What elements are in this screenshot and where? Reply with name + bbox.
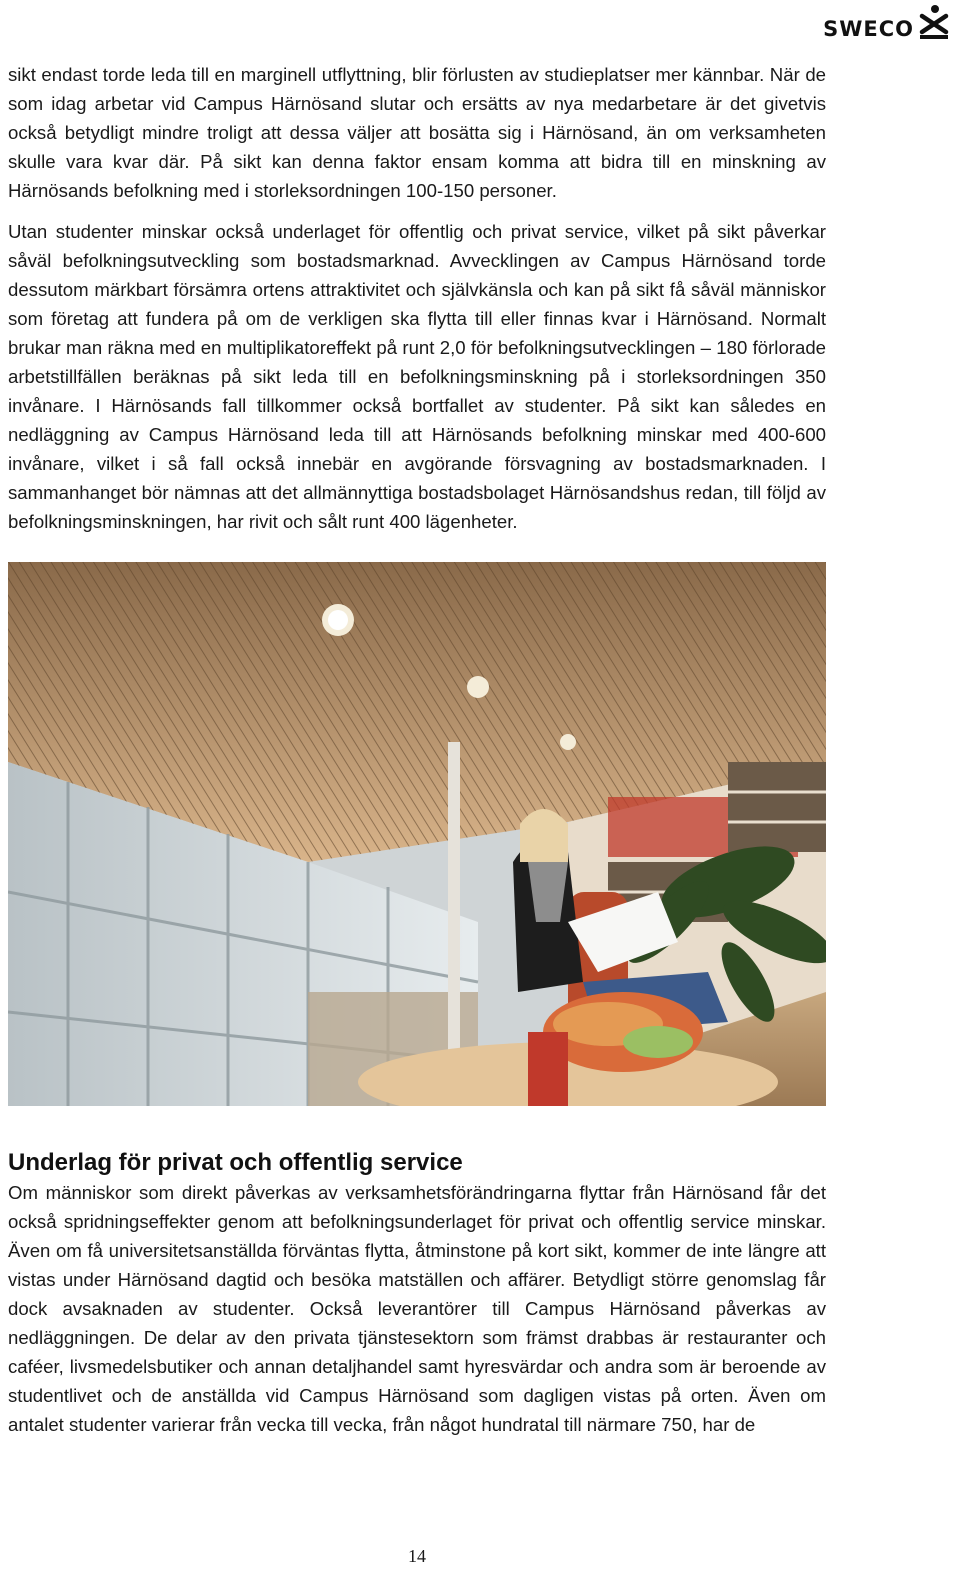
section-body-paragraph: Om människor som direkt påverkas av verksamhetsförändringarna flyttar från Härnösand får det också spridningseffekter genom att befolkningsunderlaget för privat och offentlig service minskar. Även om få universitetsanställda förväntas flytta, åtminstone på kort sikt, kommer de inte längre att vistas under Härnösand dagtid och besöka matställen och affärer. Betydligt större genomslag får dock avsaknaden av studenter. Också leverantörer till Campus Härnösand påverkas av nedläggningen. De delar av den privata tjänstesektorn som främst drabbas är restauranter och caféer, livsmedelsbutiker och annan detaljhandel samt hyresvärdar och andra som är beroende av studentlivet och de anställda vid Campus Härnösand som dagligen vistas på orten. Även om antalet studenter varierar från vecka till vecka, från något hundratal till närmare 750, har de xyxy=(8,1182,826,1435)
section-heading: Underlag för privat och offentlig service xyxy=(8,1149,463,1176)
campus-library-photo xyxy=(8,562,826,1106)
sweco-logo xyxy=(823,4,950,40)
sweco-emblem-icon xyxy=(918,4,950,40)
body-paragraph: Utan studenter minskar också underlaget för offentlig och privat service, vilket på sikt påverkar såväl befolkningsutveckling som bostadsmarknad. Avvecklingen av Campus Härnösand torde dessutom märkbart försämra ortens attraktivitet och självkänsla och kan på sikt få såväl människor som företag att fundera på om de verkligen ska flytta till eller finnas kvar i Härnösand. Normalt brukar man räkna med en multiplikatoreffekt på runt 2,0 för befolkningsutvecklingen – 180 förlorade arbetstillfällen beräknas på sikt leda till en befolkningsminskning på i storleksordningen 350 invånare. I Härnösands fall tillkommer också bortfallet av studenter. På sikt kan således en nedläggning av Campus Härnösand leda till att Härnösands befolkning minskar med 400-600 invånare, vilket i så fall också innebär en avgörande försvagning av bostadsmarknaden. I sammanhanget bör nämnas att det allmännyttiga bostadsbolaget Härnösandshus redan, till följd av befolkningsminskningen, har rivit och sålt runt 400 lägenheter. xyxy=(8,221,826,532)
body-paragraph: sikt endast torde leda till en marginell utflyttning, blir förlusten av studieplatser mer kännbar. När de som idag arbetar vid Campus Härnösand slutar och ersätts av nya medarbetare är det givetvis också betydligt mindre troligt att dessa väljer att bosätta sig i Härnösand, än om verksamheten skulle vara kvar där. På sikt kan denna faktor ensam komma att bidra till en minskning av Härnösands befolkning med i storleksordningen 100-150 personer. xyxy=(8,64,826,201)
logo-text: SWECO xyxy=(823,17,914,41)
page-content xyxy=(8,60,826,1451)
page-number: 14 xyxy=(408,1546,426,1566)
